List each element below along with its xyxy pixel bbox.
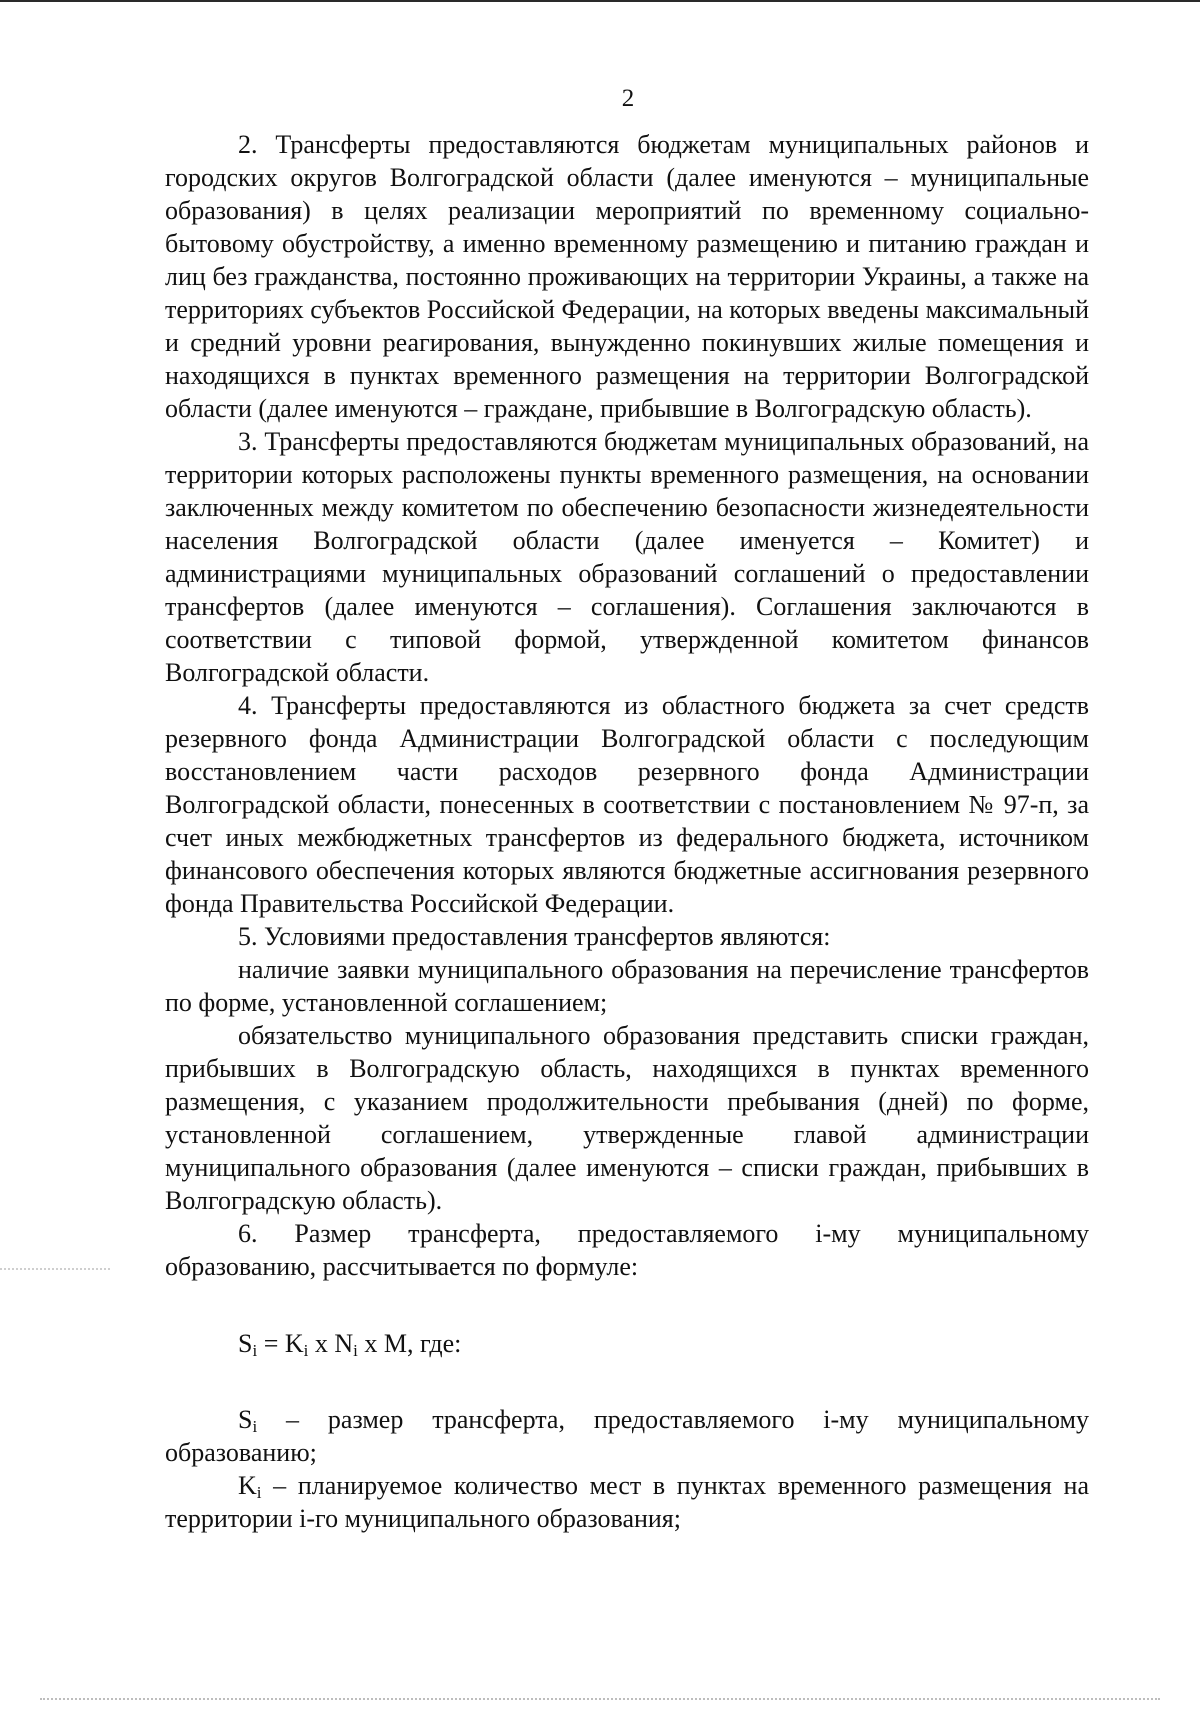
paragraph-3: 3. Трансферты предоставляются бюджетам муниципальных образований, на территории которых расположены пункты временного размещения, на основании заключенных между комитетом по обеспечению безопасности жизнедеятельности населения Волгоградской области (далее именуется – Комитет) и администрациями муниципальных образований соглашений о предоставлении трансфертов (далее именуются – соглашения). Соглашения заключаются в соответствии с типовой формой, утвержденной комитетом финансов Волгоградской области.: [165, 427, 1089, 687]
transfer-formula: [165, 1327, 1089, 1360]
formula-part-3: x M, где:: [357, 1329, 462, 1358]
scan-edge: [0, 0, 1200, 2]
scan-artifact: [0, 1268, 110, 1272]
definition-k-text: – планируемое количество мест в пунктах временного размещения на территории i-го муниципального образования;: [165, 1471, 1089, 1533]
condition-lists: обязательство муниципального образования представить списки граждан, прибывших в Волгоградскую область, находящихся в пунктах временного размещения, с указанием продолжительности пребывания (дней) по форме, установленной соглашением, утвержденные главой администрации муниципального образования (далее именуются – списки граждан, прибывших в Волгоградскую область).: [165, 1021, 1089, 1215]
formula-k-sub: i: [303, 1341, 309, 1360]
paragraph-6: 6. Размер трансферта, предоставляемого i-му муниципальному образованию, рассчитывается по формуле:: [165, 1219, 1089, 1281]
condition-application: наличие заявки муниципального образования на перечисление трансфертов по форме, установленной соглашением;: [165, 955, 1089, 1017]
definition-s-sub: i: [252, 1417, 258, 1436]
definition-k-sub: i: [256, 1483, 262, 1502]
definition-s-symbol: S: [238, 1405, 253, 1434]
scan-artifact-bottom: [40, 1698, 1160, 1702]
formula-part-1: = K: [257, 1329, 304, 1358]
definition-s-text: – размер трансферта, предоставляемого i-му муниципальному образованию;: [165, 1405, 1089, 1467]
paragraph-4: 4. Трансферты предоставляются из областного бюджета за счет средств резервного фонда Администрации Волгоградской области с последующим восстановлением части расходов резервного фонда Администрации Волгоградской области, понесенных в соответствии с постановлением № 97-п, за счет иных межбюджетных трансфертов из федерального бюджета, источником финансового обеспечения которых являются бюджетные ассигнования резервного фонда Правительства Российской Федерации.: [165, 691, 1089, 918]
formula-s-sub: i: [252, 1341, 258, 1360]
definition-k-symbol: K: [238, 1471, 257, 1500]
paragraph-2: 2. Трансферты предоставляются бюджетам муниципальных районов и городских округов Волгоградской области (далее именуются – муниципальные образования) в целях реализации мероприятий по временному социально-бытовому обустройству, а именно временному размещению и питанию граждан и лиц без гражданства, постоянно проживающих на территории Украины, а также на территориях субъектов Российской Федерации, на которых введены максимальный и средний уровни реагирования, вынужденно покинувших жилые помещения и находящихся в пунктах временного размещения на территории Волгоградской области (далее именуются – граждане, прибывшие в Волгоградскую область).: [165, 130, 1089, 423]
formula-s: S: [238, 1329, 253, 1358]
page-number: 2: [621, 85, 635, 112]
document-body: [165, 128, 1089, 1535]
formula-part-2: x N: [308, 1329, 354, 1358]
paragraph-5-heading: 5. Условиями предоставления трансфертов являются:: [238, 922, 831, 951]
definition-k: [165, 1469, 1089, 1535]
definition-s: [165, 1403, 1089, 1469]
formula-n-sub: i: [353, 1341, 358, 1360]
